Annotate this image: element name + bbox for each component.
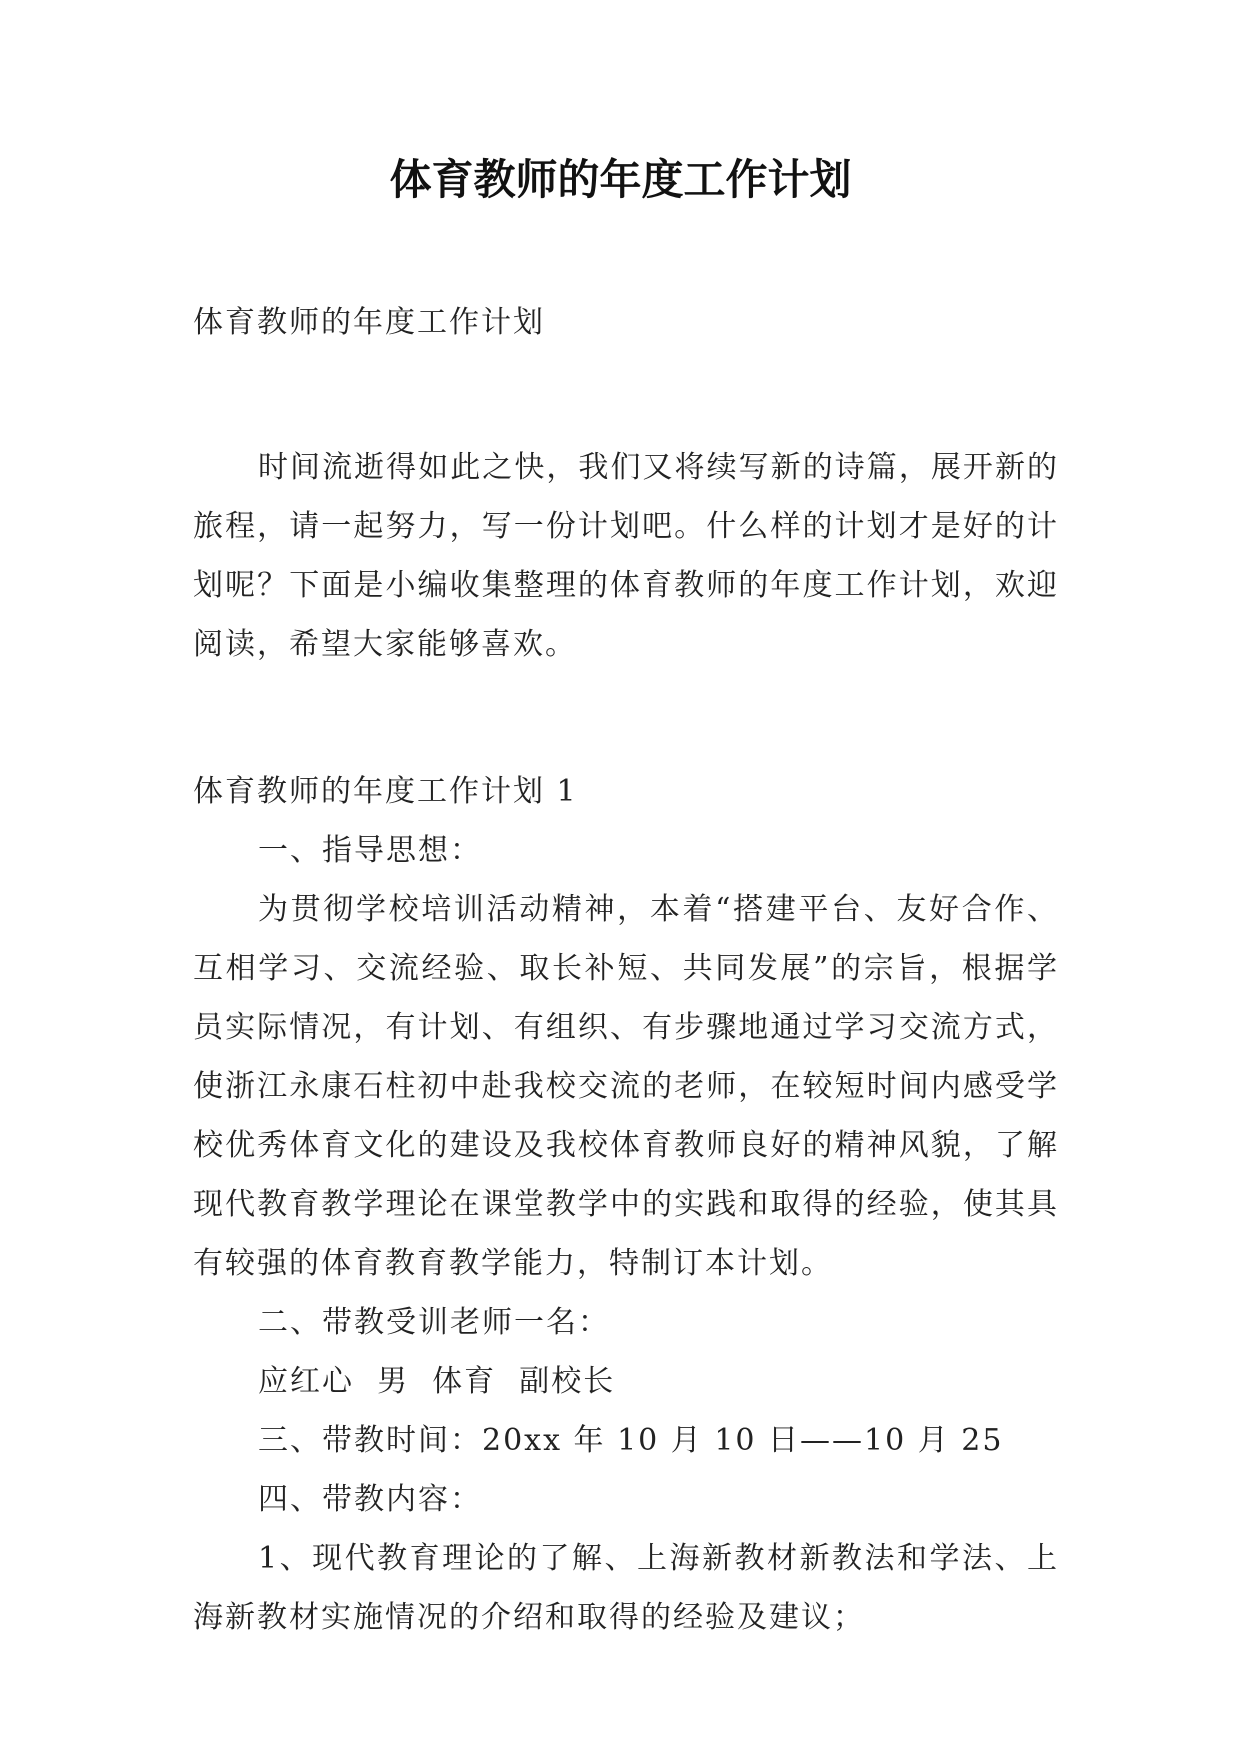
heading-training-content: 四、带教内容： xyxy=(258,1482,482,1517)
heading-trainee: 二、带教受训老师一名： xyxy=(258,1305,610,1340)
guiding-thought-paragraph: 为贯彻学校培训活动精神，本着“搭建平台、友好合作、互相学习、交流经验、取长补短、共同发展”的宗旨，根据学员实际情况，有计划、有组织、有步骤地通过学习交流方式，使浙江永康石柱初中赴我校交流的老师，在较短时间内感受学校优秀体育文化的建设及我校体育教师良好的精神风貌，了解现代教育教学理论在课堂教学中的实践和取得的经验，使其具有较强的体育教育教学能力，特制订本计划。 xyxy=(193,892,1059,1281)
trainee-info: 应红心 男 体育 副校长 xyxy=(258,1364,616,1399)
intro-paragraph: 时间流逝得如此之快，我们又将续写新的诗篇，展开新的旅程，请一起努力，写一份计划吧。什么样的计划才是好的计划呢？下面是小编收集整理的体育教师的年度工作计划，欢迎阅读，希望大家能够喜欢。 xyxy=(193,450,1059,662)
document-subtitle: 体育教师的年度工作计划 xyxy=(193,305,545,340)
section-title: 体育教师的年度工作计划 1 xyxy=(193,774,578,809)
document-title: 体育教师的年度工作计划 xyxy=(389,155,852,204)
training-content-item-1: 1、现代教育理论的了解、上海新教材新教法和学法、上海新教材实施情况的介绍和取得的经验及建议； xyxy=(193,1541,1059,1635)
document-body xyxy=(193,293,1059,1647)
heading-guiding-thought: 一、指导思想： xyxy=(258,833,482,868)
heading-training-time: 三、带教时间：20xx 年 10 月 10 日——10 月 25 xyxy=(258,1423,1004,1458)
